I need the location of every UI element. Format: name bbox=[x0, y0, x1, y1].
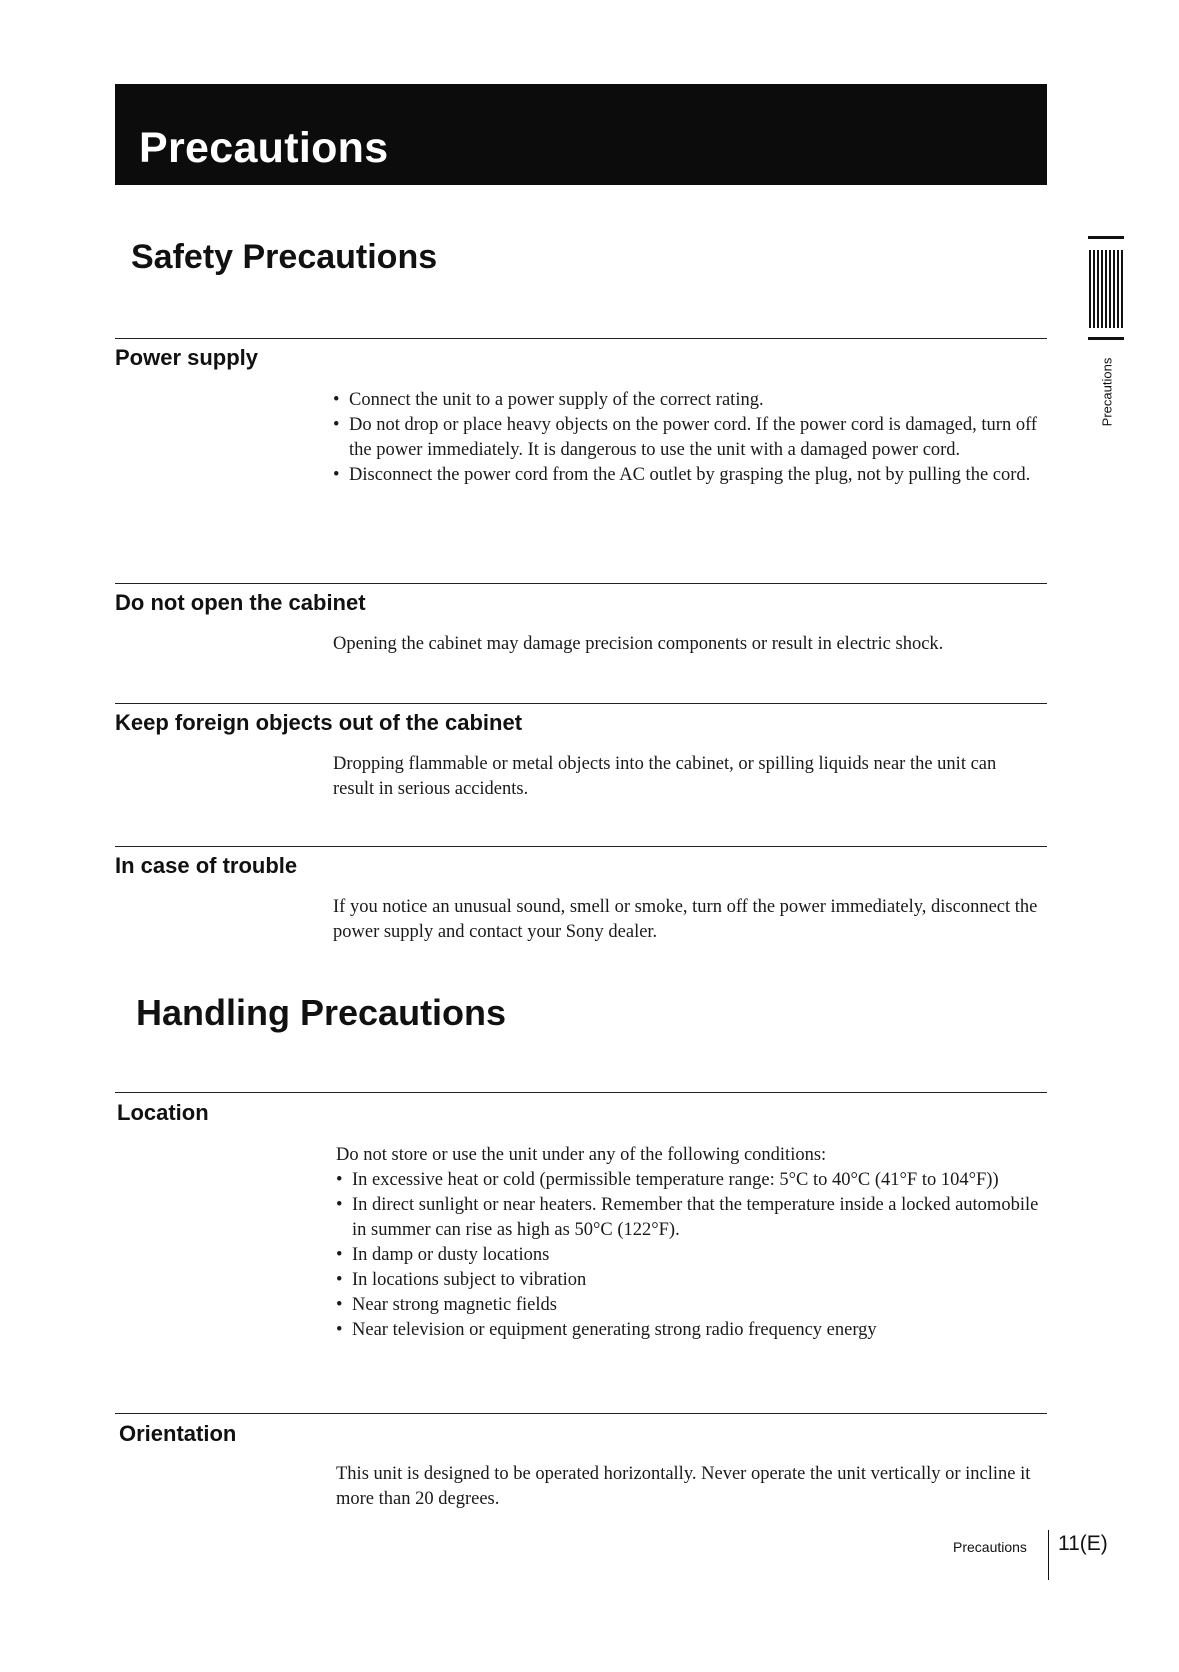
section-divider bbox=[115, 846, 1047, 847]
trouble-text: If you notice an unusual sound, smell or smoke, turn off the power immediately, disconnect the power supply and contact your Sony dealer. bbox=[333, 897, 1038, 942]
section-divider bbox=[115, 1413, 1047, 1414]
location-list bbox=[336, 1168, 1041, 1343]
list-item: • In locations subject to vibration bbox=[336, 1268, 1041, 1293]
chapter-banner bbox=[115, 84, 1047, 185]
cabinet-text: Opening the cabinet may damage precision components or result in electric shock. bbox=[333, 634, 944, 654]
foreign-objects-heading: Keep foreign objects out of the cabinet bbox=[115, 710, 523, 735]
chapter-tab-marker bbox=[1088, 236, 1124, 340]
power-supply-body bbox=[333, 388, 1038, 488]
cabinet-heading: Do not open the cabinet bbox=[115, 590, 366, 615]
location-body bbox=[336, 1143, 1041, 1343]
section-divider bbox=[115, 583, 1047, 584]
section-divider bbox=[115, 338, 1047, 339]
power-supply-heading: Power supply bbox=[115, 345, 259, 370]
foreign-objects-text: Dropping flammable or metal objects into the cabinet, or spilling liquids near the unit can result in serious accidents. bbox=[333, 754, 997, 799]
power-supply-list bbox=[333, 388, 1038, 488]
page-number: 11(E) bbox=[1058, 1532, 1108, 1555]
list-item: • Disconnect the power cord from the AC outlet by grasping the plug, not by pulling the cord. bbox=[333, 463, 1038, 488]
list-item: • In excessive heat or cold (permissible temperature range: 5°C to 40°C (41°F to 104°F)) bbox=[336, 1168, 1041, 1193]
list-item: • Connect the unit to a power supply of the correct rating. bbox=[333, 388, 1038, 413]
chapter-title: Precautions bbox=[139, 124, 389, 172]
orientation-heading: Orientation bbox=[119, 1421, 237, 1446]
footer-divider bbox=[1048, 1530, 1049, 1580]
location-intro: Do not store or use the unit under any of the following conditions: bbox=[336, 1145, 827, 1165]
trouble-heading: In case of trouble bbox=[115, 853, 298, 878]
list-item: • Do not drop or place heavy objects on the power cord. If the power cord is damaged, turn off the power immediately. It is dangerous to use the unit with a damaged power cord. bbox=[333, 413, 1038, 463]
section-divider bbox=[115, 1092, 1047, 1093]
location-heading: Location bbox=[117, 1100, 209, 1125]
footer-section-label: Precautions bbox=[953, 1539, 1027, 1555]
safety-section-title: Safety Precautions bbox=[131, 238, 438, 276]
handling-section-title: Handling Precautions bbox=[136, 992, 507, 1033]
list-item: • Near television or equipment generating strong radio frequency energy bbox=[336, 1318, 1041, 1343]
section-divider bbox=[115, 703, 1047, 704]
orientation-text: This unit is designed to be operated horizontally. Never operate the unit vertically or incline it more than 20 degrees. bbox=[336, 1464, 1031, 1509]
list-item: • Near strong magnetic fields bbox=[336, 1293, 1041, 1318]
list-item: • In damp or dusty locations bbox=[336, 1243, 1041, 1268]
list-item: • In direct sunlight or near heaters. Remember that the temperature inside a locked automobile in summer can rise as high as 50°C (122°F). bbox=[336, 1193, 1041, 1243]
chapter-tab-label: Precautions bbox=[1099, 357, 1115, 427]
